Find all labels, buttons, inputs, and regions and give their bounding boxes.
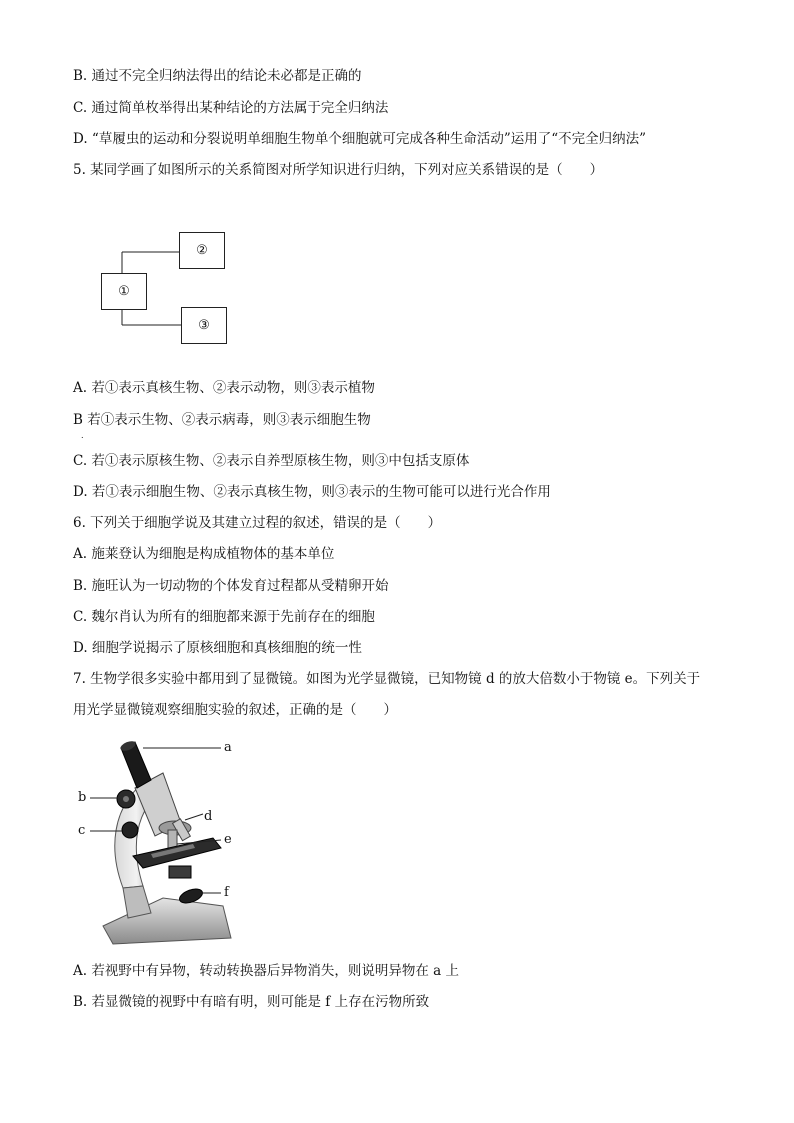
leader-d <box>185 814 203 820</box>
label-d: d <box>204 809 213 824</box>
fine-adjustment-knob <box>122 822 138 838</box>
option-a-q6: A. 施莱登认为细胞是构成植物体的基本单位 <box>73 546 335 562</box>
option-c-q4: C. 通过简单枚举得出某种结论的方法属于完全归纳法 <box>73 100 389 116</box>
option-c-q6: C. 魏尔肖认为所有的细胞都来源于先前存在的细胞 <box>73 609 375 625</box>
microscope-base <box>103 898 231 944</box>
microscope-drawing <box>73 738 243 950</box>
question-7: 7. 生物学很多实验中都用到了显微镜。如图为光学显微镜，已知物镜 d 的放大倍数小于物镜 e。下列关于 <box>73 671 701 687</box>
question-6: 6. 下列关于细胞学说及其建立过程的叙述，错误的是（ ） <box>73 515 442 531</box>
diagram-box-3: ③ <box>181 307 227 344</box>
diagram-box-2: ② <box>179 232 225 269</box>
microscope-figure <box>73 738 243 950</box>
label-e: e <box>224 832 232 847</box>
label-c: c <box>78 823 86 838</box>
option-b-q6: B. 施旺认为一切动物的个体发育过程都从受精卵开始 <box>73 578 389 594</box>
option-b-q4: B. 通过不完全归纳法得出的结论未必都是正确的 <box>73 68 362 84</box>
option-d-q5: D. 若①表示细胞生物、②表示真核生物，则③表示的生物可能可以进行光合作用 <box>73 484 551 500</box>
option-b-q7: B. 若显微镜的视野中有暗有明，则可能是 f 上存在污物所致 <box>73 994 430 1010</box>
diagram-box-1: ① <box>101 273 147 310</box>
label-a: a <box>224 740 232 755</box>
option-d-q6: D. 细胞学说揭示了原核细胞和真核细胞的统一性 <box>73 640 362 656</box>
label-f: f <box>224 885 229 900</box>
microscope-pillar <box>123 886 151 918</box>
label-b: b <box>78 790 87 805</box>
option-a-q7: A. 若视野中有异物，转动转换器后异物消失，则说明异物在 a 上 <box>73 963 459 979</box>
stray-mark: . <box>81 431 84 440</box>
option-a-q5: A. 若①表示真核生物、②表示动物，则③表示植物 <box>73 380 375 396</box>
option-c-q5: C. 若①表示原核生物、②表示自养型原核生物，则③中包括支原体 <box>73 453 470 469</box>
condenser <box>169 866 191 878</box>
coarse-knob-center <box>123 796 129 802</box>
question-5: 5. 某同学画了如图所示的关系简图对所学知识进行归纳，下列对应关系错误的是（ ） <box>73 162 604 178</box>
question-7-cont: 用光学显微镜观察细胞实验的叙述，正确的是（ ） <box>73 702 397 718</box>
option-b-q5: B 若①表示生物、②表示病毒，则③表示细胞生物 <box>73 412 371 428</box>
option-d-q4: D. “草履虫的运动和分裂说明单细胞生物单个细胞就可完成各种生命活动”运用了“不完全归纳法” <box>73 131 647 147</box>
